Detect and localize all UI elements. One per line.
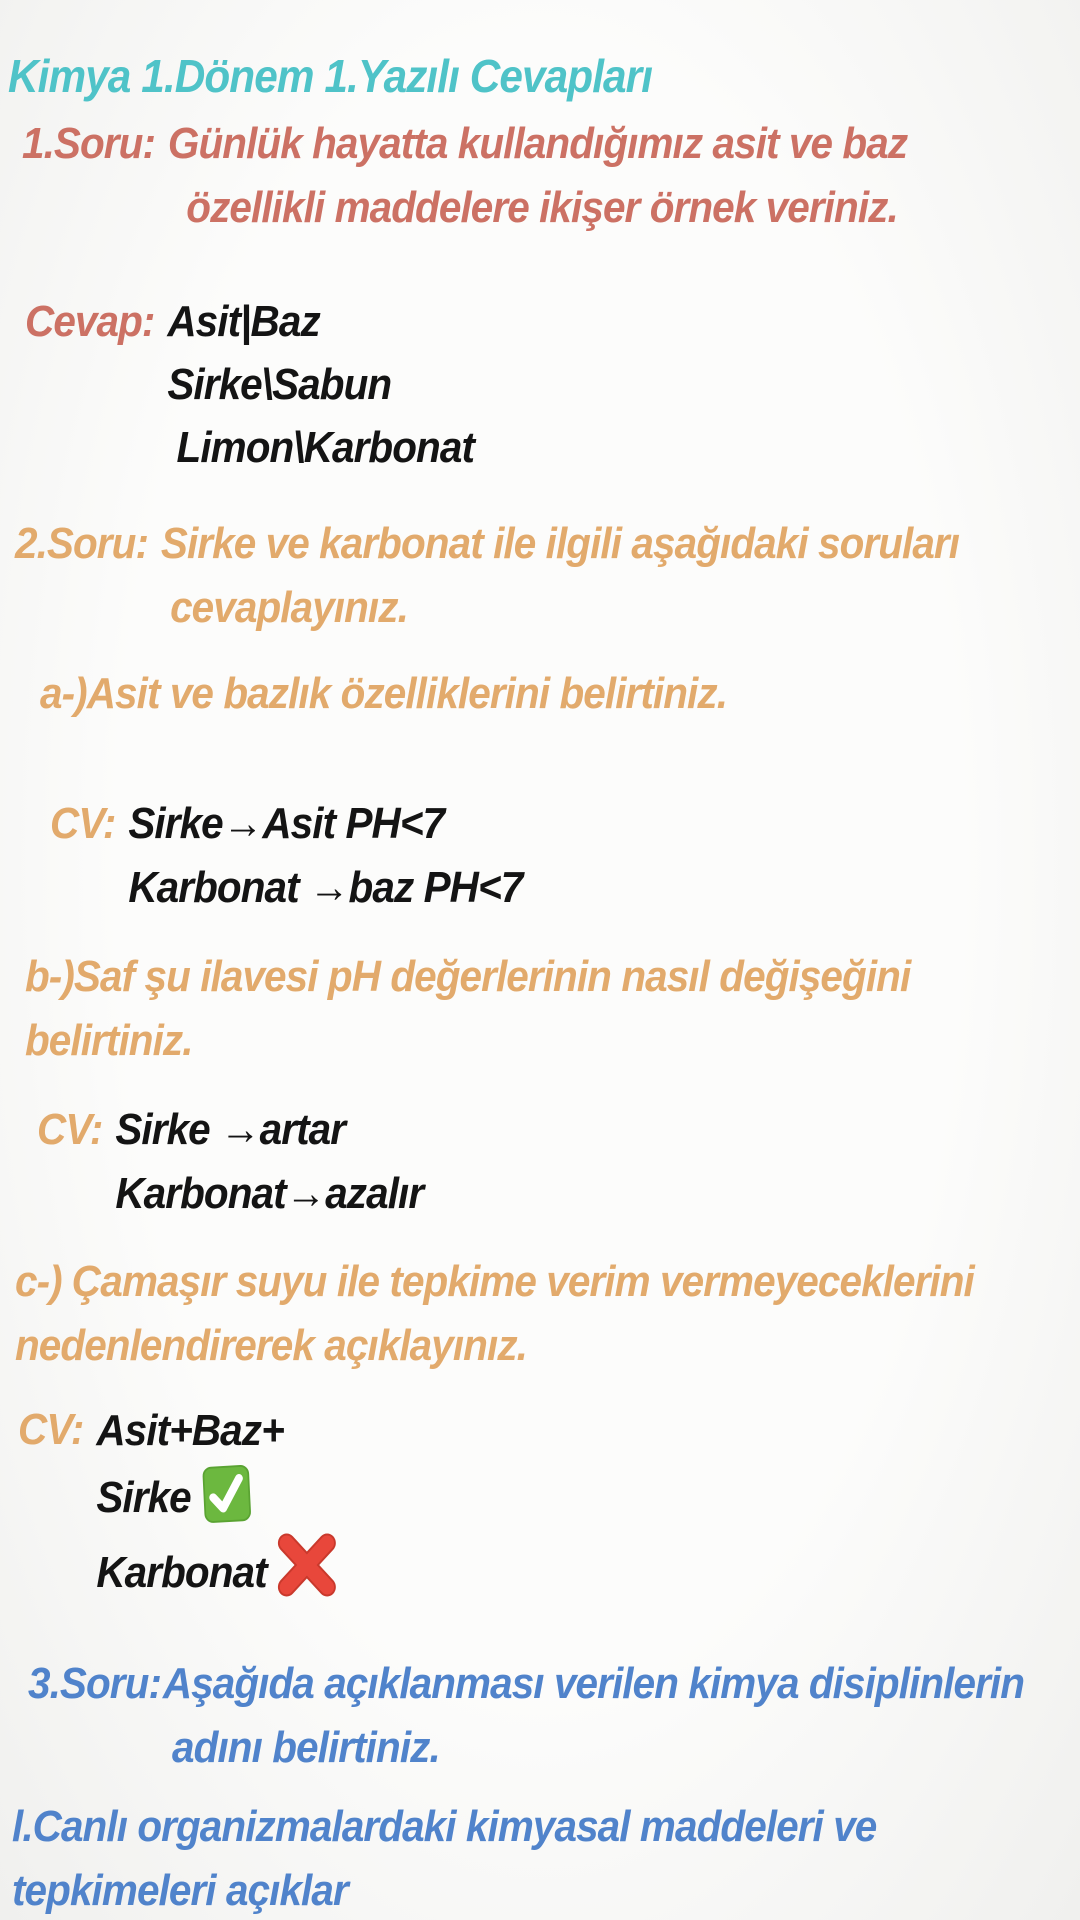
answer-2b-line2: Karbonat→azalır xyxy=(115,1169,424,1218)
answer-1-line3: Limon\Karbonat xyxy=(176,423,475,472)
answer-2b-label: CV: xyxy=(37,1105,103,1154)
answer-2a-line2: Karbonat →baz PH<7 xyxy=(128,863,523,912)
cross-mark-icon xyxy=(274,1531,340,1599)
question-3-label: 3.Soru: xyxy=(28,1659,162,1708)
answer-1 xyxy=(25,290,474,479)
question-3 xyxy=(28,1652,1024,1780)
question-2c-text-line2: nedenlendirerek açıklayınız. xyxy=(15,1321,527,1370)
answer-2c-label: CV: xyxy=(18,1405,84,1454)
answer-2a-line1: Sirke→Asit PH<7 xyxy=(128,799,445,848)
answer-2c-line3-text: Karbonat xyxy=(96,1548,267,1597)
answer-2c-line1: Asit+Baz+ xyxy=(96,1406,284,1455)
answer-2a-label: CV: xyxy=(50,799,116,848)
answer-2a xyxy=(50,792,522,920)
answer-2b xyxy=(37,1098,423,1226)
answer-1-line2: Sirke\Sabun xyxy=(167,360,392,409)
question-1-text-line1: Günlük hayatta kullandığımız asit ve baz xyxy=(167,119,908,168)
question-2c xyxy=(15,1250,974,1378)
discipline-item-1 xyxy=(12,1795,876,1920)
discipline-item-1-line1: l.Canlı organizmalardaki kimyasal maddeleri ve xyxy=(12,1802,877,1851)
question-3-text-line2: adını belirtiniz. xyxy=(172,1723,440,1772)
page-title: Kimya 1.Dönem 1.Yazılı Cevapları xyxy=(8,50,653,102)
question-2-text-line2: cevaplayınız. xyxy=(170,583,408,632)
answer-2c-line3 xyxy=(96,1531,340,1606)
question-1 xyxy=(22,112,907,240)
question-2 xyxy=(15,512,959,640)
answer-2c-line2-text: Sirke xyxy=(96,1473,191,1522)
discipline-item-1-line2: tepkimeleri açıklar xyxy=(12,1866,348,1915)
question-2b-text-line1: b-)Saf şu ilavesi pH değerlerinin nasıl değişeğini xyxy=(25,952,911,1001)
check-mark-icon xyxy=(198,1464,253,1524)
answer-2c-line2 xyxy=(96,1464,340,1531)
answer-1-line1: Asit|Baz xyxy=(167,297,320,346)
question-3-text-line1: Aşağıda açıklanması verilen kimya disiplinlerin xyxy=(162,1659,1025,1708)
question-1-label: 1.Soru: xyxy=(22,119,156,168)
question-2-label: 2.Soru: xyxy=(15,519,149,568)
question-2a-text: a-)Asit ve bazlık özelliklerini belirtiniz. xyxy=(40,669,728,718)
question-1-text-line2: özellikli maddelere ikişer örnek veriniz. xyxy=(186,183,898,232)
question-2-text-line1: Sirke ve karbonat ile ilgili aşağıdaki soruları xyxy=(160,519,960,568)
question-2b xyxy=(25,945,910,1073)
answer-1-label: Cevap: xyxy=(25,297,155,346)
question-2b-text-line2: belirtiniz. xyxy=(25,1016,193,1065)
answer-2b-line1: Sirke →artar xyxy=(115,1105,346,1154)
question-2c-text-line1: c-) Çamaşır suyu ile tepkime verim vermeyeceklerini xyxy=(15,1257,974,1306)
answer-2c xyxy=(18,1398,340,1606)
